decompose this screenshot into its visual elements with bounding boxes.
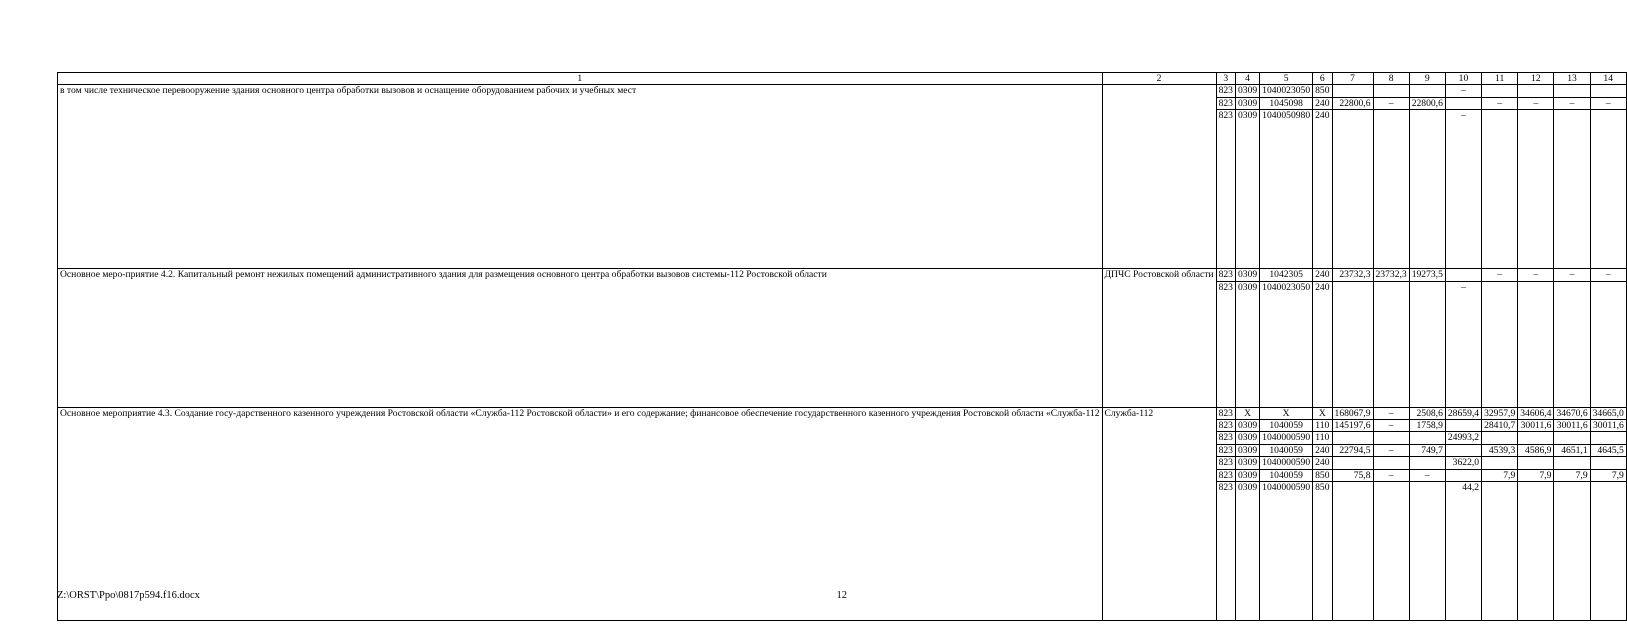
measure-name-cell: в том числе техническое перевооружение здания основного центра обработки вызовов и оснащение оборудованием рабочих и учебных мест xyxy=(58,85,1103,269)
table-cell xyxy=(1482,457,1518,469)
table-cell: 1040023050 xyxy=(1260,85,1313,97)
table-cell xyxy=(1554,432,1590,444)
table-cell: 28410,7 xyxy=(1482,420,1518,432)
table-cell xyxy=(1482,281,1518,407)
table-cell: 0309 xyxy=(1235,457,1259,469)
table-cell: 4645,5 xyxy=(1590,444,1626,456)
table-cell: – xyxy=(1409,469,1445,481)
table-cell: 240 xyxy=(1313,457,1332,469)
table-cell: 30011,6 xyxy=(1554,420,1590,432)
table-cell: 823 xyxy=(1216,457,1235,469)
col-header: 5 xyxy=(1260,73,1313,85)
table-cell: 0309 xyxy=(1235,97,1259,109)
table-cell: 0309 xyxy=(1235,269,1259,281)
budget-table xyxy=(57,72,1627,621)
table-cell xyxy=(1554,457,1590,469)
table-cell: 7,9 xyxy=(1590,469,1626,481)
table-cell: 7,9 xyxy=(1518,469,1554,481)
table-cell: X xyxy=(1260,407,1313,419)
col-header: 12 xyxy=(1518,73,1554,85)
table-cell: 34670,6 xyxy=(1554,407,1590,419)
table-cell: 4586,9 xyxy=(1518,444,1554,456)
table-cell xyxy=(1445,469,1481,481)
table-cell: 749,7 xyxy=(1409,444,1445,456)
table-cell xyxy=(1332,457,1373,469)
table-cell xyxy=(1554,110,1590,269)
table-cell: 23732,3 xyxy=(1373,269,1409,281)
table-cell: 1040000590 xyxy=(1260,482,1313,621)
table-cell: – xyxy=(1445,85,1481,97)
table-cell xyxy=(1373,110,1409,269)
table-cell: – xyxy=(1590,97,1626,109)
table-cell xyxy=(1590,110,1626,269)
table-cell: 1040000590 xyxy=(1260,457,1313,469)
col-header: 3 xyxy=(1216,73,1235,85)
table-cell xyxy=(1409,85,1445,97)
table-cell xyxy=(1590,85,1626,97)
table-cell: – xyxy=(1554,97,1590,109)
table-cell xyxy=(1554,281,1590,407)
table-cell: – xyxy=(1445,281,1481,407)
table-cell xyxy=(1332,281,1373,407)
col-header: 13 xyxy=(1554,73,1590,85)
table-cell: – xyxy=(1518,269,1554,281)
table-cell: 3622,0 xyxy=(1445,457,1481,469)
table-cell: 110 xyxy=(1313,420,1332,432)
table-cell: 34665,0 xyxy=(1590,407,1626,419)
table-cell: 823 xyxy=(1216,432,1235,444)
table-row xyxy=(58,85,1627,97)
table-cell: – xyxy=(1373,469,1409,481)
table-cell: 22800,6 xyxy=(1332,97,1373,109)
table-cell: 1045098 xyxy=(1260,97,1313,109)
table-cell: 1758,9 xyxy=(1409,420,1445,432)
table-cell: 7,9 xyxy=(1554,469,1590,481)
table-cell xyxy=(1482,432,1518,444)
table-cell: 0309 xyxy=(1235,444,1259,456)
table-cell: 24993,2 xyxy=(1445,432,1481,444)
table-cell xyxy=(1409,457,1445,469)
table-cell: 7,9 xyxy=(1482,469,1518,481)
table-cell: – xyxy=(1482,97,1518,109)
table-cell xyxy=(1373,482,1409,621)
col-header: 6 xyxy=(1313,73,1332,85)
table-cell: 823 xyxy=(1216,110,1235,269)
table-cell: 823 xyxy=(1216,269,1235,281)
table-cell xyxy=(1518,457,1554,469)
table-cell xyxy=(1332,85,1373,97)
table-cell: X xyxy=(1235,407,1259,419)
table-cell xyxy=(1373,281,1409,407)
col-header: 1 xyxy=(58,73,1103,85)
executor-cell xyxy=(1102,85,1216,269)
table-cell: 240 xyxy=(1313,281,1332,407)
table-cell: 1040059 xyxy=(1260,420,1313,432)
table-cell: 0309 xyxy=(1235,110,1259,269)
table-cell xyxy=(1590,457,1626,469)
table-cell xyxy=(1409,110,1445,269)
table-cell: – xyxy=(1590,269,1626,281)
table-cell xyxy=(1445,269,1481,281)
page-number: 12 xyxy=(836,590,847,601)
table-cell: X xyxy=(1313,407,1332,419)
table-cell: 823 xyxy=(1216,482,1235,621)
table-cell xyxy=(1518,110,1554,269)
table-cell: 0309 xyxy=(1235,432,1259,444)
table-cell: 1040050980 xyxy=(1260,110,1313,269)
table-cell: 0309 xyxy=(1235,281,1259,407)
col-header: 2 xyxy=(1102,73,1216,85)
col-header: 4 xyxy=(1235,73,1259,85)
table-cell: 30011,6 xyxy=(1590,420,1626,432)
table-cell xyxy=(1409,432,1445,444)
table-cell xyxy=(1373,85,1409,97)
table-cell: – xyxy=(1518,97,1554,109)
table-cell: – xyxy=(1482,269,1518,281)
table-cell xyxy=(1554,482,1590,621)
table-cell: 823 xyxy=(1216,281,1235,407)
table-cell xyxy=(1590,432,1626,444)
table-cell: 168067,9 xyxy=(1332,407,1373,419)
table-cell: 1042305 xyxy=(1260,269,1313,281)
table-cell xyxy=(1482,110,1518,269)
table-cell xyxy=(1590,281,1626,407)
table-cell xyxy=(1409,281,1445,407)
col-header: 9 xyxy=(1409,73,1445,85)
table-cell: – xyxy=(1554,269,1590,281)
table-cell xyxy=(1445,97,1481,109)
col-header: 11 xyxy=(1482,73,1518,85)
measure-name-cell: Основное меро-приятие 4.2. Капитальный ремонт нежилых помещений административного здания для размещения основного центра обработки вызовов системы-112 Ростовской области xyxy=(58,269,1103,407)
table-row xyxy=(58,407,1627,419)
table-cell: 850 xyxy=(1313,85,1332,97)
table-cell xyxy=(1518,85,1554,97)
executor-cell: Служба-112 xyxy=(1102,407,1216,620)
executor-cell: ДПЧС Ростовской области xyxy=(1102,269,1216,407)
table-cell: 240 xyxy=(1313,444,1332,456)
table-cell: 22794,5 xyxy=(1332,444,1373,456)
table-cell: 30011,6 xyxy=(1518,420,1554,432)
table-cell xyxy=(1482,85,1518,97)
table-cell: 145197,6 xyxy=(1332,420,1373,432)
table-cell: 23732,3 xyxy=(1332,269,1373,281)
table-cell xyxy=(1518,432,1554,444)
table-cell xyxy=(1332,432,1373,444)
table-cell xyxy=(1518,281,1554,407)
table-cell: 240 xyxy=(1313,269,1332,281)
table-cell xyxy=(1373,432,1409,444)
table-cell: 1040023050 xyxy=(1260,281,1313,407)
table-cell xyxy=(1445,444,1481,456)
measure-name-cell: Основное мероприятие 4.3. Создание госу-дарственного казенного учреждения Ростовской области «Служба-112 Ростовской области» и его содержание; финансовое обеспечение государственного казенного учреждения Ростовской области «Служба-112 xyxy=(58,407,1103,620)
table-cell: 4539,3 xyxy=(1482,444,1518,456)
table-cell xyxy=(1590,482,1626,621)
table-cell: 1040059 xyxy=(1260,469,1313,481)
header-row xyxy=(58,73,1627,85)
table-cell: 110 xyxy=(1313,432,1332,444)
table-cell xyxy=(1445,420,1481,432)
table-cell xyxy=(1332,110,1373,269)
table-cell: 823 xyxy=(1216,469,1235,481)
footer-file-path: Z:\ORST\Ppo\0817p594.f16.docx xyxy=(57,590,200,601)
col-header: 8 xyxy=(1373,73,1409,85)
table-cell: 850 xyxy=(1313,482,1332,621)
table-cell: 823 xyxy=(1216,420,1235,432)
table-cell xyxy=(1373,457,1409,469)
table-cell: 240 xyxy=(1313,97,1332,109)
table-cell xyxy=(1409,482,1445,621)
table-cell: 32957,9 xyxy=(1482,407,1518,419)
table-cell: 823 xyxy=(1216,97,1235,109)
table-cell: – xyxy=(1373,407,1409,419)
col-header: 10 xyxy=(1445,73,1481,85)
table-cell: 850 xyxy=(1313,469,1332,481)
table-cell: – xyxy=(1373,444,1409,456)
table-cell: 823 xyxy=(1216,407,1235,419)
table-cell: 2508,6 xyxy=(1409,407,1445,419)
col-header: 7 xyxy=(1332,73,1373,85)
table-cell: – xyxy=(1373,420,1409,432)
col-header: 14 xyxy=(1590,73,1626,85)
table-cell: 44,2 xyxy=(1445,482,1481,621)
table-cell: 4651,1 xyxy=(1554,444,1590,456)
table-cell: 0309 xyxy=(1235,420,1259,432)
table-cell: 1040059 xyxy=(1260,444,1313,456)
table-cell xyxy=(1518,482,1554,621)
table-cell: 0309 xyxy=(1235,469,1259,481)
table-cell xyxy=(1482,482,1518,621)
table-cell: 0309 xyxy=(1235,85,1259,97)
table-cell: 34606,4 xyxy=(1518,407,1554,419)
table-row xyxy=(58,269,1627,281)
table-cell: 19273,5 xyxy=(1409,269,1445,281)
table-cell xyxy=(1332,482,1373,621)
table-cell: 823 xyxy=(1216,85,1235,97)
table-cell: 22800,6 xyxy=(1409,97,1445,109)
table-cell: 28659,4 xyxy=(1445,407,1481,419)
table-cell: 1040000590 xyxy=(1260,432,1313,444)
table-cell: 823 xyxy=(1216,444,1235,456)
table-cell: 240 xyxy=(1313,110,1332,269)
table-cell: – xyxy=(1373,97,1409,109)
table-cell: – xyxy=(1445,110,1481,269)
table-cell: 75,8 xyxy=(1332,469,1373,481)
table-cell: 0309 xyxy=(1235,482,1259,621)
table-cell xyxy=(1554,85,1590,97)
